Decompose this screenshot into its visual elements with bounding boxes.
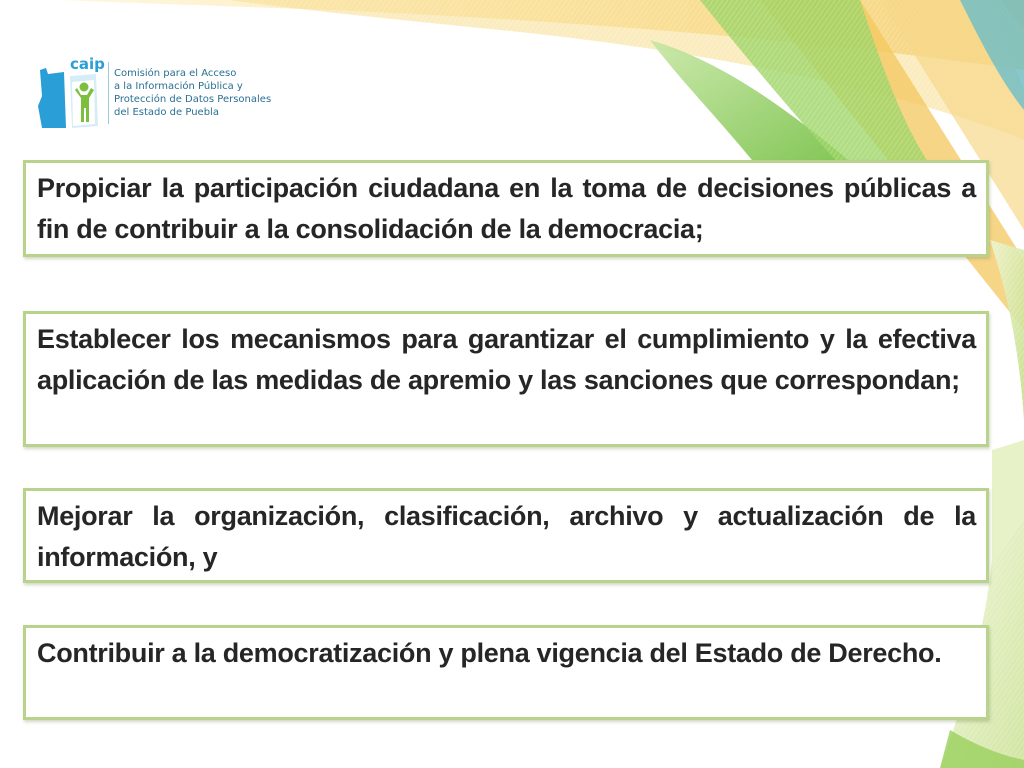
objective-box — [23, 160, 989, 257]
objective-text: Establecer los mecanismos para garantizar el cumplimiento y la efectiva aplicación de las medidas de apremio y las sanciones que correspondan; — [37, 324, 976, 395]
caip-logo — [36, 56, 286, 132]
objective-text: Propiciar la participación ciudadana en la toma de decisiones públicas a fin de contribuir a la consolidación de la democracia; — [37, 173, 976, 244]
logo-divider — [108, 62, 109, 124]
objective-box — [23, 625, 989, 720]
objective-box — [23, 311, 989, 447]
logo-acronym: caip — [70, 55, 105, 73]
logo-line: Protección de Datos Personales — [114, 94, 272, 105]
logo-line: a la Información Pública y — [114, 81, 243, 92]
logo-institution-name — [114, 67, 286, 119]
objective-box — [23, 488, 989, 583]
objective-text: Mejorar la organización, clasificación, archivo y actualización de la información, y — [37, 501, 976, 572]
logo-line: del Estado de Puebla — [114, 107, 219, 118]
objective-text: Contribuir a la democratización y plena vigencia del Estado de Derecho. — [37, 638, 942, 668]
logo-line: Comisión para el Acceso — [114, 68, 237, 79]
